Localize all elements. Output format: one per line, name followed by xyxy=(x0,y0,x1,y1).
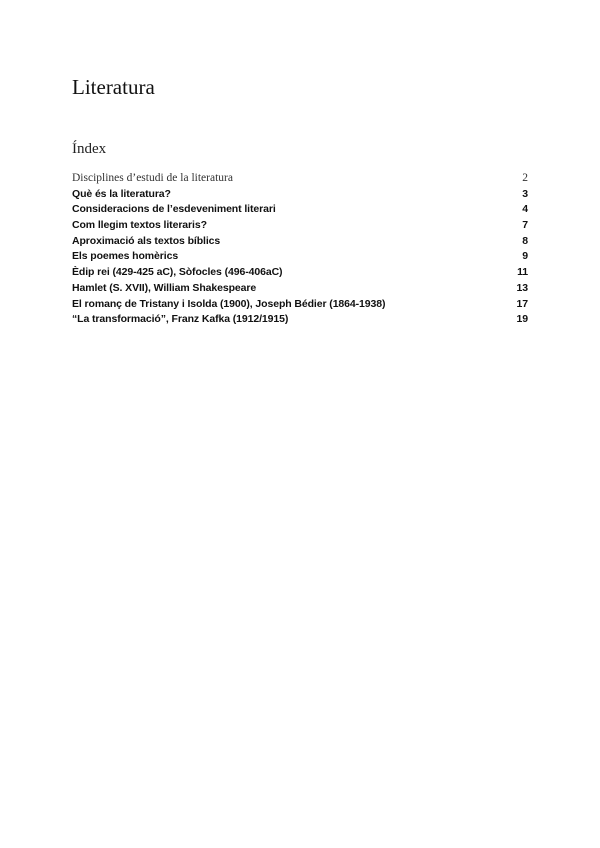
toc-entry-title: Aproximació als textos bíblics xyxy=(72,234,221,247)
toc-entry-page: 2 xyxy=(522,172,528,184)
toc-entry-title: “La transformació”, Franz Kafka (1912/1915) xyxy=(72,313,289,326)
toc-entry-page: 19 xyxy=(516,313,528,326)
toc-entry[interactable] xyxy=(72,282,528,298)
toc-entry-page: 3 xyxy=(522,187,528,200)
toc-entry-title: Els poemes homèrics xyxy=(72,250,179,263)
toc-entry-title: Com llegim textos literaris? xyxy=(72,219,207,232)
toc-entry-page: 17 xyxy=(516,297,528,310)
toc-entry-title: El romanç de Tristany i Isolda (1900), Joseph Bédier (1864-1938) xyxy=(72,297,386,310)
toc-entry[interactable] xyxy=(72,188,528,204)
toc-entry-title: Disciplines d’estudi de la literatura xyxy=(72,172,233,184)
toc-entry-title: Consideracions de l’esdeveniment literari xyxy=(72,203,276,216)
toc-entry[interactable] xyxy=(72,219,528,235)
document-title: Literatura xyxy=(72,75,155,99)
toc-entry[interactable] xyxy=(72,172,528,188)
toc-heading: Índex xyxy=(72,141,107,157)
toc-entry-title: Què és la literatura? xyxy=(72,187,171,200)
toc-entry-page: 7 xyxy=(522,219,528,232)
toc-entry[interactable] xyxy=(72,298,528,314)
table-of-contents xyxy=(72,172,528,329)
toc-entry-page: 9 xyxy=(522,250,528,263)
toc-entry[interactable] xyxy=(72,235,528,251)
toc-entry[interactable] xyxy=(72,250,528,266)
toc-entry-title: Èdip rei (429-425 aC), Sòfocles (496-406aC) xyxy=(72,266,283,279)
toc-entry[interactable] xyxy=(72,313,528,329)
toc-entry[interactable] xyxy=(72,266,528,282)
toc-entry-page: 4 xyxy=(522,203,528,216)
toc-entry-page: 8 xyxy=(522,234,528,247)
toc-entry-page: 11 xyxy=(517,266,528,279)
toc-entry-page: 13 xyxy=(516,281,528,294)
toc-entry-title: Hamlet (S. XVII), William Shakespeare xyxy=(72,281,257,294)
toc-entry[interactable] xyxy=(72,203,528,219)
